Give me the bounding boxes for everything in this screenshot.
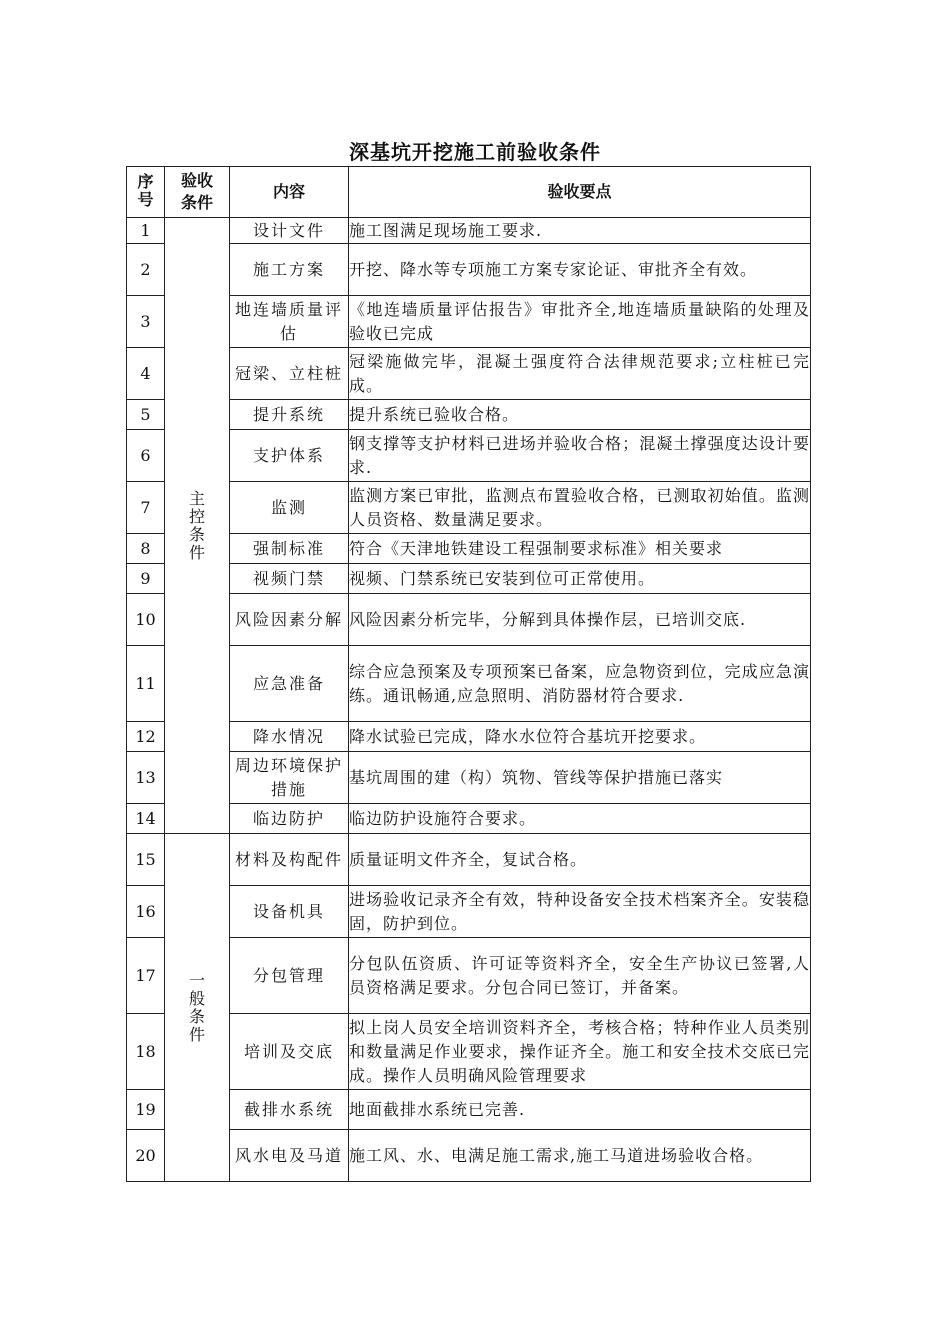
row-requirement: 基坑周围的建（构）筑物、管线等保护措施已落实 [349, 752, 811, 804]
row-content: 提升系统 [230, 400, 349, 430]
row-number: 8 [127, 534, 165, 564]
table-row [127, 534, 811, 564]
row-content: 培训及交底 [230, 1014, 349, 1090]
row-number: 9 [127, 564, 165, 594]
table-row [127, 834, 811, 886]
header-condition: 验收条件 [165, 167, 230, 218]
table-row [127, 1130, 811, 1182]
row-content: 材料及构配件 [230, 834, 349, 886]
row-requirement: 临边防护设施符合要求。 [349, 804, 811, 834]
table-header-row [127, 167, 811, 218]
row-requirement: 拟上岗人员安全培训资料齐全，考核合格；特种作业人员类别和数量满足作业要求，操作证齐全。施工和安全技术交底已完成。操作人员明确风险管理要求 [349, 1014, 811, 1090]
table-row [127, 938, 811, 1014]
table-row [127, 348, 811, 400]
document-title: 深基坑开挖施工前验收条件 [349, 140, 601, 164]
group-label: 一般条件 [188, 970, 205, 1044]
row-content: 强制标准 [230, 534, 349, 564]
row-content: 临边防护 [230, 804, 349, 834]
row-number: 20 [127, 1130, 165, 1182]
row-number: 14 [127, 804, 165, 834]
row-content: 风水电及马道 [230, 1130, 349, 1182]
row-number: 1 [127, 218, 165, 244]
row-number: 16 [127, 886, 165, 938]
row-requirement: 施工风、水、电满足施工需求,施工马道进场验收合格。 [349, 1130, 811, 1182]
row-requirement: 监测方案已审批，监测点布置验收合格，已测取初始值。监测人员资格、数量满足要求。 [349, 482, 811, 534]
row-content: 风险因素分解 [230, 594, 349, 646]
table-row [127, 296, 811, 348]
row-content: 应急准备 [230, 646, 349, 722]
group-general-conditions [165, 834, 230, 1182]
row-number: 10 [127, 594, 165, 646]
group-main-conditions [165, 218, 230, 834]
table-row [127, 594, 811, 646]
row-number: 7 [127, 482, 165, 534]
row-requirement: 地面截排水系统已完善. [349, 1090, 811, 1130]
row-content: 支护体系 [230, 430, 349, 482]
row-number: 6 [127, 430, 165, 482]
table-row [127, 218, 811, 244]
row-requirement: 钢支撑等支护材料已进场并验收合格；混凝土撑强度达设计要求. [349, 430, 811, 482]
row-content: 冠梁、立柱桩 [230, 348, 349, 400]
row-requirement: 质量证明文件齐全，复试合格。 [349, 834, 811, 886]
row-content: 分包管理 [230, 938, 349, 1014]
row-content: 周边环境保护措施 [230, 752, 349, 804]
row-number: 4 [127, 348, 165, 400]
row-number: 5 [127, 400, 165, 430]
row-requirement: 综合应急预案及专项预案已备案，应急物资到位，完成应急演练。通讯畅通,应急照明、消防器材符合要求. [349, 646, 811, 722]
row-requirement: 符合《天津地铁建设工程强制要求标准》相关要求 [349, 534, 811, 564]
row-number: 12 [127, 722, 165, 752]
row-content: 视频门禁 [230, 564, 349, 594]
row-requirement: 降水试验已完成，降水水位符合基坑开挖要求。 [349, 722, 811, 752]
row-requirement: 风险因素分析完毕，分解到具体操作层，已培训交底. [349, 594, 811, 646]
row-requirement: 《地连墙质量评估报告》审批齐全,地连墙质量缺陷的处理及验收已完成 [349, 296, 811, 348]
row-content: 施工方案 [230, 244, 349, 296]
table-row [127, 430, 811, 482]
header-no: 序号 [127, 167, 165, 218]
row-number: 19 [127, 1090, 165, 1130]
row-content: 设计文件 [230, 218, 349, 244]
row-number: 15 [127, 834, 165, 886]
row-number: 3 [127, 296, 165, 348]
row-requirement: 视频、门禁系统已安装到位可正常使用。 [349, 564, 811, 594]
table-row [127, 722, 811, 752]
row-content: 降水情况 [230, 722, 349, 752]
row-number: 18 [127, 1014, 165, 1090]
table-row [127, 1014, 811, 1090]
header-points: 验收要点 [349, 167, 811, 218]
table-row [127, 646, 811, 722]
row-requirement: 开挖、降水等专项施工方案专家论证、审批齐全有效。 [349, 244, 811, 296]
table-row [127, 804, 811, 834]
row-requirement: 施工图满足现场施工要求. [349, 218, 811, 244]
table-row [127, 244, 811, 296]
table-row [127, 752, 811, 804]
row-content: 监测 [230, 482, 349, 534]
row-content: 截排水系统 [230, 1090, 349, 1130]
row-number: 11 [127, 646, 165, 722]
table-row [127, 482, 811, 534]
row-requirement: 分包队伍资质、许可证等资料齐全，安全生产协议已签署,人员资格满足要求。分包合同已签订，并备案。 [349, 938, 811, 1014]
row-requirement: 进场验收记录齐全有效，特种设备安全技术档案齐全。安装稳固，防护到位。 [349, 886, 811, 938]
acceptance-table [126, 166, 811, 1182]
row-content: 地连墙质量评估 [230, 296, 349, 348]
table-row [127, 1090, 811, 1130]
table-row [127, 886, 811, 938]
row-number: 17 [127, 938, 165, 1014]
row-number: 2 [127, 244, 165, 296]
table-row [127, 564, 811, 594]
row-content: 设备机具 [230, 886, 349, 938]
row-number: 13 [127, 752, 165, 804]
group-label: 主控条件 [188, 488, 205, 562]
row-requirement: 冠梁施做完毕，混凝土强度符合法律规范要求;立柱桩已完成。 [349, 348, 811, 400]
header-content: 内容 [230, 167, 349, 218]
table-row [127, 400, 811, 430]
row-requirement: 提升系统已验收合格。 [349, 400, 811, 430]
